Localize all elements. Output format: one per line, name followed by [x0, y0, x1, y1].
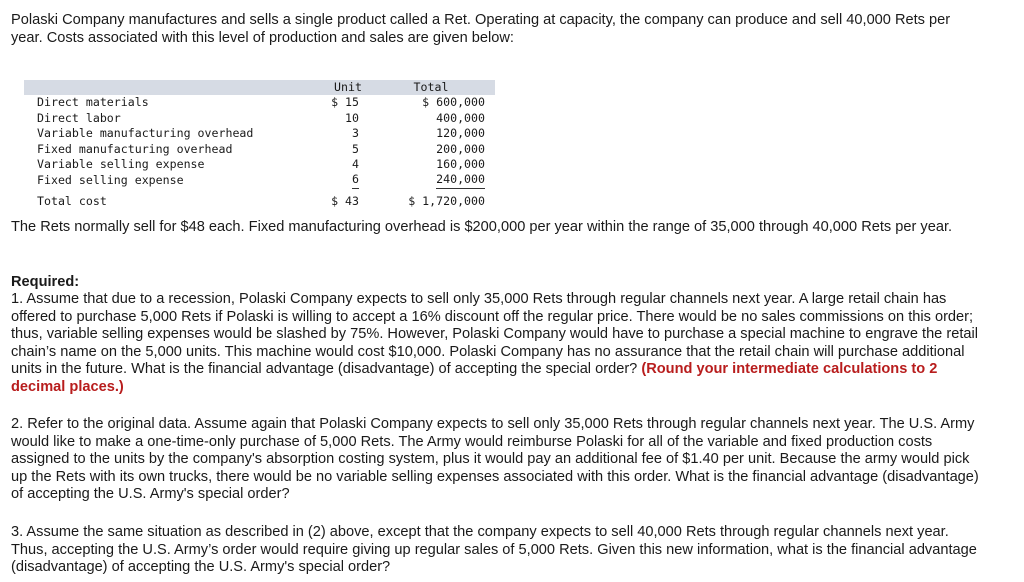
row-unit: 3 [352, 126, 359, 141]
requirement-1 [11, 291, 981, 397]
row-total: 240,000 [436, 172, 485, 188]
table-row [24, 172, 495, 188]
required-heading: Required: [11, 274, 80, 290]
table-row [24, 142, 495, 157]
row-total: 120,000 [436, 126, 485, 141]
row-total: 400,000 [436, 110, 485, 125]
intro-paragraph: Polaski Company manufactures and sells a single product called a Ret. Operating at capacity, the company can produce and sell 40,000 Rets per year. Costs associated with this level of production and sales are given below: [11, 12, 951, 46]
total-total: $ 1,720,000 [408, 193, 485, 208]
table-row [24, 111, 495, 126]
total-unit: $ 43 [331, 193, 359, 208]
row-unit: 6 [352, 172, 359, 188]
requirement-2: 2. Refer to the original data. Assume again that Polaski Company expects to sell only 35,000 Rets through regular channels next year. The U.S. Army would like to make a one-time-only purchase of 5,000 Rets. The Army would reimburse Polaski for all of the variable and fixed production costs assigned to the units by the company's absorption costing system, plus it would pay an additional fee of $1.40 per unit. Because the army would pick up the Rets with its own trucks, there would be no variable selling expenses associated with this order. What is the financial advantage (disadvantage) of accepting the U.S. Army's special order? [11, 416, 979, 503]
table-row [24, 95, 495, 110]
row-unit: 10 [345, 110, 359, 125]
row-unit-cell [319, 172, 377, 188]
row-unit: 5 [352, 141, 359, 156]
problem-page [11, 12, 1011, 576]
total-label: Total cost [37, 193, 107, 208]
requirement-3: 3. Assume the same situation as described in (2) above, except that the company expects to sell 40,000 Rets through regular channels next year. Thus, accepting the U.S. Army’s order would require giving up regular sales of 5,000 Rets. Given this new information, what is the financial advantage (disadvantage) of accepting the U.S. Army's special order? [11, 524, 977, 576]
row-total: 200,000 [436, 141, 485, 156]
rounding-note: (Round your intermediate calculations to 2 decimal places.) [11, 361, 938, 395]
table-row [24, 126, 495, 141]
header-unit: Unit [319, 80, 377, 95]
row-total-cell [377, 172, 495, 188]
row-unit: $ 15 [331, 95, 359, 110]
price-paragraph: The Rets normally sell for $48 each. Fixed manufacturing overhead is $200,000 per year within the range of 35,000 through 40,000 Rets per year. [11, 219, 953, 235]
row-label: Fixed manufacturing overhead [37, 141, 233, 156]
row-total: $ 600,000 [422, 95, 485, 110]
total-row [24, 193, 495, 209]
row-unit: 4 [352, 157, 359, 172]
header-total: Total [377, 80, 495, 95]
row-label: Fixed selling expense [37, 172, 184, 187]
row-label: Direct materials [37, 95, 149, 110]
row-label: Variable selling expense [37, 157, 205, 172]
cost-table-header [24, 80, 495, 95]
table-row [24, 157, 495, 172]
requirement-1-text: 1. Assume that due to a recession, Polaski Company expects to sell only 35,000 Rets through regular channels next year. A large retail chain has offered to purchase 5,000 Rets if Polaski is willing to accept a 16% discount off the regular price. There would be no sales commissions on this order; thus, variable selling expenses would be slashed by 75%. However, Polaski Company would have to purchase a special machine to engrave the retail chain’s name on the 5,000 units. This machine would cost $10,000. Polaski Company has no assurance that the retail chain will purchase additional units in the future. What is the financial advantage (disadvantage) of accepting the special order? [11, 291, 978, 378]
row-label: Direct labor [37, 110, 121, 125]
cost-table [24, 80, 495, 209]
row-label: Variable manufacturing overhead [37, 126, 254, 141]
header-blank [24, 80, 319, 95]
row-total: 160,000 [436, 157, 485, 172]
